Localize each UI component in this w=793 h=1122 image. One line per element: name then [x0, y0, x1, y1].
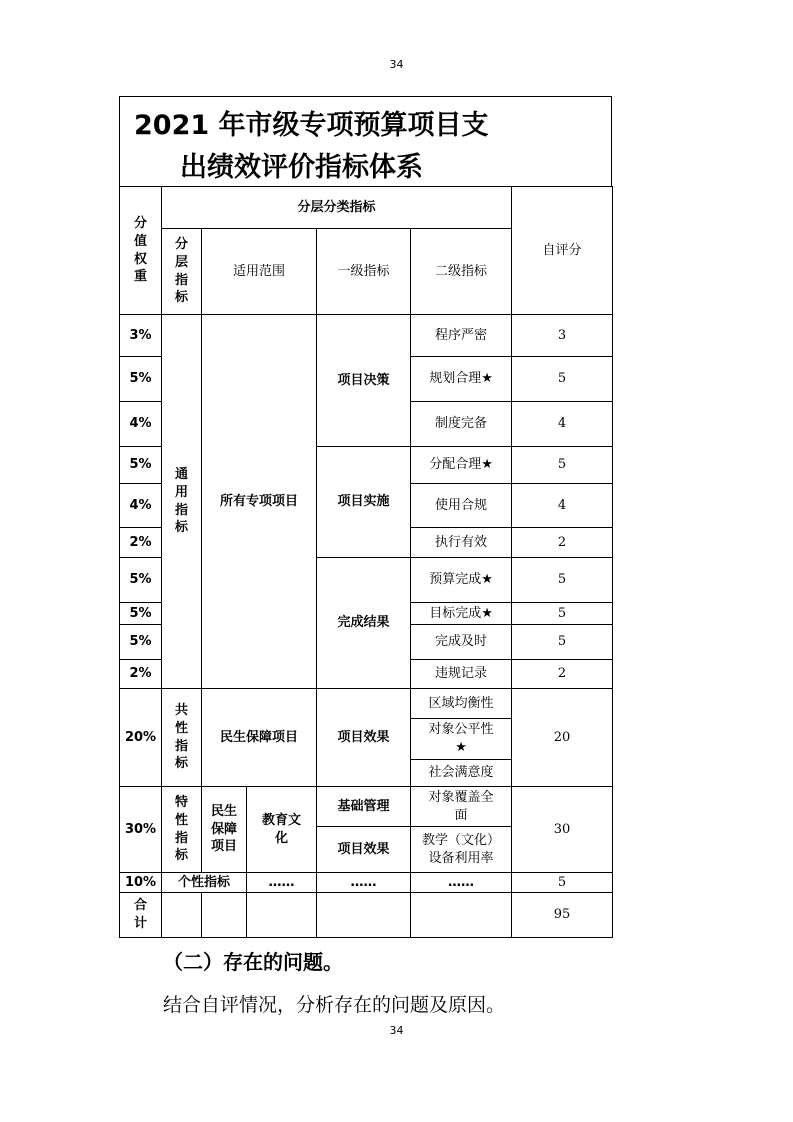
level2-cell: 预算完成★: [411, 558, 512, 603]
level2-cell: 区域均衡性: [411, 689, 512, 719]
level1-decision: 项目决策: [317, 315, 411, 447]
specific-level1-b: 项目效果: [317, 827, 411, 873]
empty-cell: [202, 893, 247, 938]
weight-cell: 5%: [120, 603, 162, 625]
common-score: 20: [512, 689, 613, 787]
level2-cell: 社会满意度: [411, 760, 512, 787]
weight-cell: 5%: [120, 447, 162, 484]
header-self-score: 自评分: [512, 187, 613, 315]
total-label: 合计: [120, 893, 162, 938]
common-layer: 共性指标: [162, 689, 202, 787]
level2-cell: 对象覆盖全 面: [411, 787, 512, 827]
score-cell: 5: [512, 447, 613, 484]
level1-results: 完成结果: [317, 558, 411, 689]
header-level2: 二级指标: [411, 229, 512, 315]
dots-cell: ……: [247, 873, 317, 893]
individual-weight: 10%: [120, 873, 162, 893]
weight-cell: 2%: [120, 660, 162, 689]
weight-cell: 5%: [120, 625, 162, 660]
level2-cell: 教学（文化） 设备利用率: [411, 827, 512, 873]
level2-cell: 分配合理★: [411, 447, 512, 484]
empty-cell: [247, 893, 317, 938]
page-number-bottom: 34: [389, 1024, 404, 1037]
level2-cell: 制度完备: [411, 402, 512, 447]
header-layered-indicators: 分层分类指标: [162, 187, 512, 229]
score-cell: 5: [512, 558, 613, 603]
header-scope: 适用范围: [202, 229, 317, 315]
section-heading: （二）存在的问题。: [163, 950, 343, 974]
score-cell: 3: [512, 315, 613, 357]
indicator-table: [119, 186, 613, 938]
specific-level1-a: 基础管理: [317, 787, 411, 827]
level2-cell: 目标完成★: [411, 603, 512, 625]
score-cell: 5: [512, 625, 613, 660]
header-level1: 一级指标: [317, 229, 411, 315]
header-weight: 分值权重: [120, 187, 162, 315]
weight-cell: 4%: [120, 484, 162, 528]
weight-cell: 3%: [120, 315, 162, 357]
empty-cell: [411, 893, 512, 938]
weight-cell: 4%: [120, 402, 162, 447]
header-layer: 分层指标: [162, 229, 202, 315]
dots-cell: ……: [317, 873, 411, 893]
score-cell: 4: [512, 484, 613, 528]
weight-cell: 5%: [120, 357, 162, 402]
title-line-1: 2021 年市级专项预算项目支: [134, 110, 489, 141]
level2-cell: 使用合规: [411, 484, 512, 528]
level2-cell: 对象公平性 ★: [411, 719, 512, 760]
specific-scope-b: 教育文化: [247, 787, 317, 873]
title-line-2: 出绩效评价指标体系: [180, 152, 423, 183]
body-text: 结合自评情况，分析存在的问题及原因。: [163, 994, 506, 1016]
specific-score: 30: [512, 787, 613, 873]
common-level1: 项目效果: [317, 689, 411, 787]
specific-scope-a: 民生保障项目: [202, 787, 247, 873]
dots-cell: ……: [411, 873, 512, 893]
score-cell: 4: [512, 402, 613, 447]
common-weight: 20%: [120, 689, 162, 787]
common-scope: 民生保障项目: [202, 689, 317, 787]
specific-layer: 特性指标: [162, 787, 202, 873]
weight-cell: 2%: [120, 528, 162, 558]
page-number-top: 34: [389, 58, 404, 71]
empty-cell: [162, 893, 202, 938]
score-cell: 2: [512, 660, 613, 689]
general-scope: 所有专项项目: [202, 315, 317, 689]
level1-implementation: 项目实施: [317, 447, 411, 558]
individual-score: 5: [512, 873, 613, 893]
score-cell: 5: [512, 603, 613, 625]
level2-cell: 执行有效: [411, 528, 512, 558]
empty-cell: [317, 893, 411, 938]
level2-cell: 完成及时: [411, 625, 512, 660]
score-cell: 5: [512, 357, 613, 402]
level2-cell: 规划合理★: [411, 357, 512, 402]
score-cell: 2: [512, 528, 613, 558]
level2-cell: 程序严密: [411, 315, 512, 357]
specific-weight: 30%: [120, 787, 162, 873]
total-score: 95: [512, 893, 613, 938]
title-box: [119, 96, 612, 186]
level2-cell: 违规记录: [411, 660, 512, 689]
individual-label: 个性指标: [162, 873, 247, 893]
general-layer: 通用指标: [162, 315, 202, 689]
weight-cell: 5%: [120, 558, 162, 603]
